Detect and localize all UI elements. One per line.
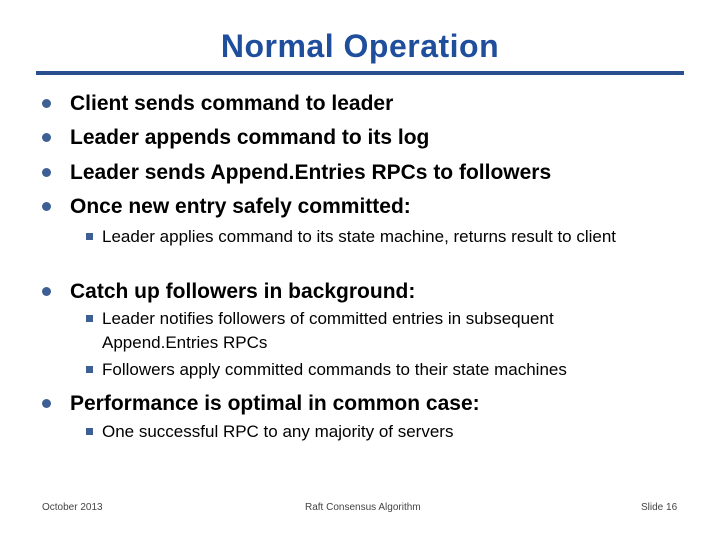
footer-date: October 2013 (42, 502, 103, 513)
sub-bullet-square-icon (86, 315, 93, 322)
bullet-dot-icon (42, 399, 51, 408)
sub-bullet-text: Followers apply committed commands to their state machines (102, 360, 567, 379)
bullet-dot-icon (42, 99, 51, 108)
sub-bullet-square-icon (86, 366, 93, 373)
bullet-text: Once new entry safely committed: (70, 195, 411, 218)
sub-bullet-text: Leader notifies followers of committed entries in subsequent Append.Entries RPCs (102, 309, 554, 352)
bullet-text: Leader sends Append.Entries RPCs to followers (70, 161, 552, 184)
bullet-dot-icon (42, 168, 51, 177)
bullet-dot-icon (42, 287, 51, 296)
sub-bullet-text: One successful RPC to any majority of servers (102, 422, 454, 441)
bullet-text: Performance is optimal in common case: (70, 392, 480, 415)
footer-title: Raft Consensus Algorithm (305, 502, 421, 513)
bullet-dot-icon (42, 133, 51, 142)
bullet-text: Catch up followers in background: (70, 280, 416, 303)
footer-slide-number: Slide 16 (641, 502, 678, 513)
sub-bullet-text: Leader applies command to its state machine, returns result to client (102, 227, 617, 246)
sub-bullet-square-icon (86, 233, 93, 240)
slide-title: Normal Operation (220, 28, 500, 64)
sub-bullet-square-icon (86, 428, 93, 435)
bullet-text: Leader appends command to its log (70, 126, 430, 149)
bullet-dot-icon (42, 202, 51, 211)
bullet-text: Client sends command to leader (70, 92, 394, 115)
